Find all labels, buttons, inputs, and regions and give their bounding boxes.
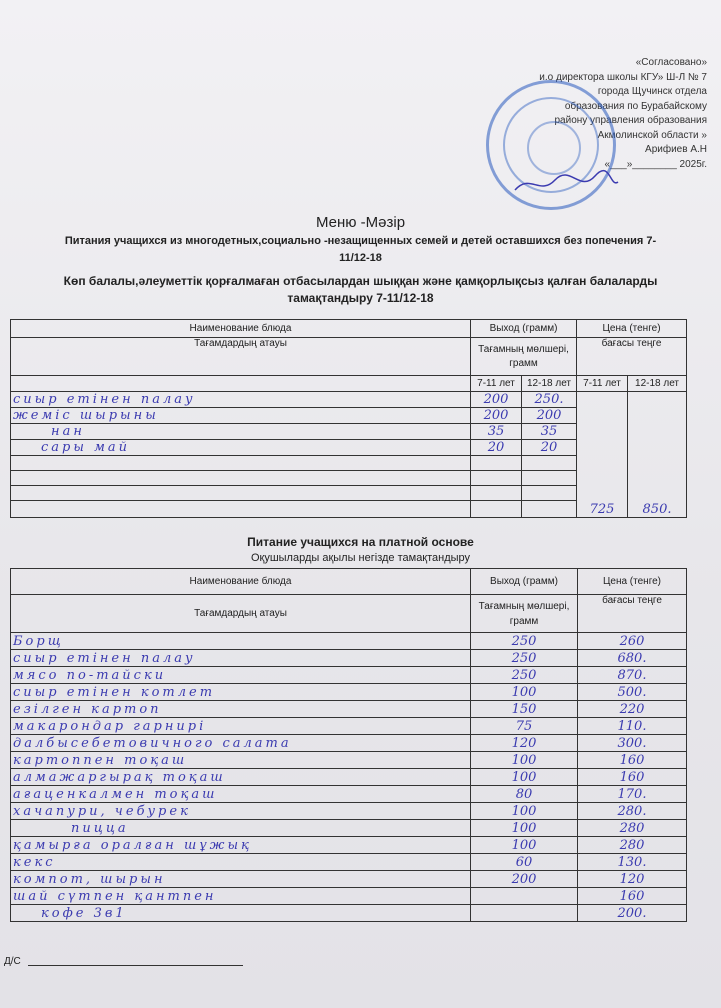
dish-name: ағаценкалмен тоқаш <box>11 786 471 803</box>
grams-7-11 <box>471 471 522 486</box>
header-yield-ru: Выход (грамм) <box>471 569 578 595</box>
table-row <box>11 905 687 922</box>
grams: 250 <box>471 650 578 667</box>
dish-name: Борщ <box>11 633 471 650</box>
table-row <box>11 769 687 786</box>
grams: 100 <box>471 752 578 769</box>
table-row <box>11 718 687 735</box>
grams <box>471 888 578 905</box>
header-yield-kz: Тағамның мөлшері, грамм <box>471 338 577 376</box>
dish-name: сары май <box>11 440 471 456</box>
grams: 80 <box>471 786 578 803</box>
signature-icon <box>510 168 620 198</box>
price: 500. <box>578 684 687 701</box>
price-12-18: 850. <box>628 392 687 518</box>
grams: 120 <box>471 735 578 752</box>
grams: 100 <box>471 837 578 854</box>
dish-name: далбысебетовичного салата <box>11 735 471 752</box>
header-price-ru: Цена (тенге) <box>577 320 687 338</box>
header-name-kz: Тағамдардың атауы <box>11 595 471 633</box>
section-title-kz: Оқушыларды ақылы негізде тамақтандыру <box>250 552 471 564</box>
dish-name: кофе 3в1 <box>11 905 471 922</box>
dish-name: қамырға оралған шұжық <box>11 837 471 854</box>
price: 220 <box>578 701 687 718</box>
price: 110. <box>578 718 687 735</box>
header-name-ru: Наименование блюда <box>11 320 471 338</box>
price: 200. <box>578 905 687 922</box>
price: 120 <box>578 871 687 888</box>
price: 160 <box>578 888 687 905</box>
paid-menu-table <box>10 568 687 922</box>
table-row <box>11 803 687 820</box>
dish-name: хачапури, чебурек <box>11 803 471 820</box>
ds-label: Д/С <box>4 956 21 967</box>
price-7-11: 725 <box>577 392 628 518</box>
age-label: 12-18 лет <box>628 376 687 392</box>
dish-name <box>11 501 471 518</box>
subtitle-ru: Питания учащихся из многодетных,социально -незащищенных семей и детей оставшихся без попечения 7-11/12-18 <box>64 235 657 264</box>
approval-line: Арифиев А.Н <box>645 144 707 155</box>
dish-name: алмажаргырақ тоқаш <box>11 769 471 786</box>
dish-name: езілген картоп <box>11 701 471 718</box>
grams-12-18: 20 <box>522 440 577 456</box>
dish-name: макарондар гарнирі <box>11 718 471 735</box>
approval-line: и.о директора школы КГУ» Ш-Л № 7 <box>539 71 707 83</box>
table-row <box>11 701 687 718</box>
dish-name: жеміс шырыны <box>11 408 471 424</box>
grams-12-18: 35 <box>522 424 577 440</box>
dish-name <box>11 471 471 486</box>
approval-line: району управления образования <box>554 115 707 126</box>
age-label: 12-18 лет <box>522 376 577 392</box>
grams-7-11: 35 <box>471 424 522 440</box>
approval-line: Акмолинской области » <box>597 129 707 141</box>
price: 280 <box>578 820 687 837</box>
header-yield-ru: Выход (грамм) <box>471 320 577 338</box>
header-name-kz: Тағамдардың атауы <box>11 338 471 376</box>
grams: 100 <box>471 769 578 786</box>
grams-7-11 <box>471 456 522 471</box>
table-row <box>11 392 687 408</box>
price: 160 <box>578 752 687 769</box>
header-name-ru: Наименование блюда <box>11 569 471 595</box>
grams-12-18 <box>522 456 577 471</box>
dish-name <box>11 486 471 501</box>
grams-12-18 <box>522 471 577 486</box>
grams: 60 <box>471 854 578 871</box>
table-row <box>11 752 687 769</box>
table-row <box>11 786 687 803</box>
table-row <box>11 667 687 684</box>
table-row <box>11 854 687 871</box>
grams-12-18: 200 <box>522 408 577 424</box>
header-price-ru: Цена (тенге) <box>578 569 687 595</box>
table-row <box>11 871 687 888</box>
header-yield-kz: Тағамның мөлшері, грамм <box>471 595 578 633</box>
price: 870. <box>578 667 687 684</box>
header-price-kz: бағасы теңге <box>577 338 687 376</box>
price: 280 <box>578 837 687 854</box>
price: 300. <box>578 735 687 752</box>
approval-line: «___»________ 2025г. <box>604 158 707 170</box>
grams-7-11: 20 <box>471 440 522 456</box>
price: 680. <box>578 650 687 667</box>
grams-12-18 <box>522 486 577 501</box>
dish-name: картоппен тоқаш <box>11 752 471 769</box>
grams-12-18 <box>522 501 577 518</box>
grams: 100 <box>471 803 578 820</box>
age-label: 7-11 лет <box>577 376 628 392</box>
section-title-ru: Питание учащихся на платной основе <box>247 535 474 549</box>
grams: 100 <box>471 684 578 701</box>
signature-line <box>28 965 243 966</box>
price: 280. <box>578 803 687 820</box>
dish-name: сиыр етінен котлет <box>11 684 471 701</box>
grams <box>471 905 578 922</box>
age-label: 7-11 лет <box>471 376 522 392</box>
dish-name: нан <box>11 424 471 440</box>
table-row <box>11 837 687 854</box>
price: 160 <box>578 769 687 786</box>
dish-name: сиыр етінен палау <box>11 650 471 667</box>
approval-line: города Щучинск отдела <box>597 86 707 97</box>
table-row <box>11 650 687 667</box>
dish-name: компот, шырын <box>11 871 471 888</box>
grams-7-11 <box>471 501 522 518</box>
free-menu-table <box>10 319 687 518</box>
grams-7-11: 200 <box>471 408 522 424</box>
approval-line: образования по Бурабайскому <box>564 100 707 112</box>
table-row <box>11 888 687 905</box>
dish-name: пицца <box>11 820 471 837</box>
empty-cell <box>11 376 471 392</box>
price: 260 <box>578 633 687 650</box>
grams: 75 <box>471 718 578 735</box>
table-row <box>11 735 687 752</box>
price: 130. <box>578 854 687 871</box>
grams: 250 <box>471 633 578 650</box>
price: 170. <box>578 786 687 803</box>
dish-name: шай сүтпен қантпен <box>11 888 471 905</box>
page-title: Меню -Мәзір <box>315 214 406 231</box>
dish-name: сиыр етінен палау <box>11 392 471 408</box>
grams-12-18: 250. <box>522 392 577 408</box>
dish-name <box>11 456 471 471</box>
grams: 100 <box>471 820 578 837</box>
subtitle-kz: Көп балалы,әлеуметтік қорғалмаған отбасылардан шыққан және қамқорлықсыз қалған балаларды тамақтандыру 7-11/12-18 <box>63 274 658 305</box>
dish-name: кекс <box>11 854 471 871</box>
dish-name: мясо по-тайски <box>11 667 471 684</box>
grams-7-11 <box>471 486 522 501</box>
grams: 250 <box>471 667 578 684</box>
grams: 150 <box>471 701 578 718</box>
approval-line: «Согласовано» <box>635 57 707 68</box>
table-row <box>11 633 687 650</box>
grams-7-11: 200 <box>471 392 522 408</box>
grams: 200 <box>471 871 578 888</box>
header-price-kz: бағасы теңге <box>578 595 687 633</box>
table-row <box>11 820 687 837</box>
table-row <box>11 684 687 701</box>
